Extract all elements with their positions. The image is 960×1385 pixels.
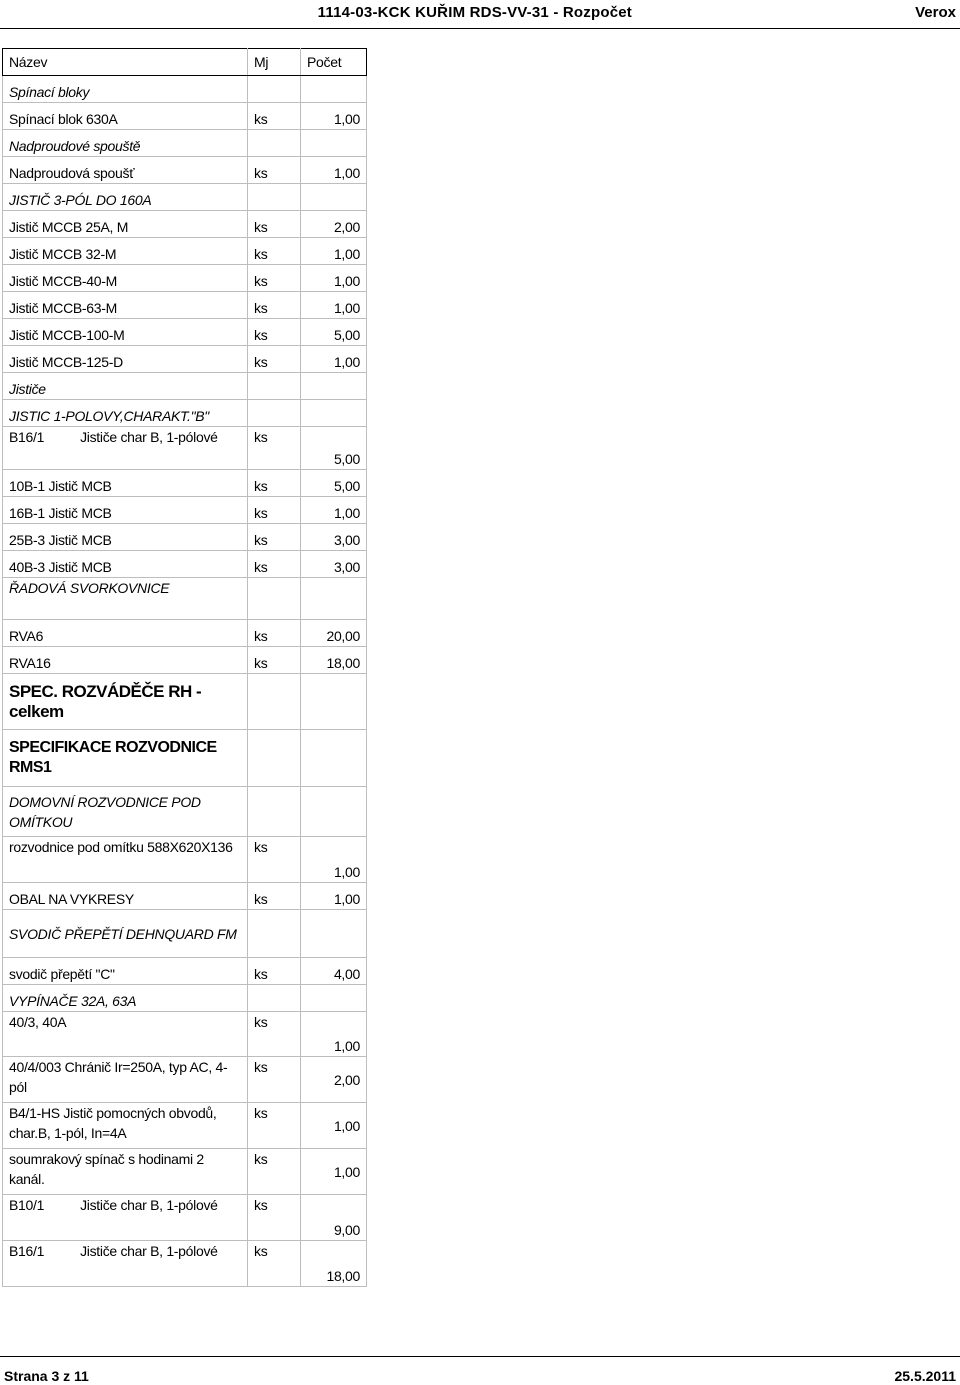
item-name: 40/4/003 Chránič Ir=250A, typ AC, 4-pól: [3, 1057, 248, 1103]
item-count: 1,00: [301, 346, 367, 373]
item-count: 20,00: [301, 620, 367, 647]
table-row: [3, 157, 367, 184]
table-row: [3, 647, 367, 674]
item-count: 18,00: [301, 1241, 367, 1287]
item-name: B4/1-HS Jistič pomocných obvodů, char.B, 1-pól, In=4A: [3, 1103, 248, 1149]
item-count: 5,00: [301, 427, 367, 470]
item-unit: ks: [248, 551, 301, 578]
item-code: B16/1: [9, 429, 45, 445]
item-unit: ks: [248, 1012, 301, 1057]
table-row: [3, 427, 367, 470]
item-description: Jističe char B, 1-pólové: [80, 1197, 218, 1213]
item-count: 1,00: [301, 883, 367, 910]
table-row: [3, 578, 367, 620]
table-row: [3, 1103, 367, 1149]
item-name: Jistič MCCB-40-M: [3, 265, 248, 292]
item-name: svodič přepětí "C": [3, 958, 248, 985]
item-unit: ks: [248, 346, 301, 373]
item-unit: ks: [248, 883, 301, 910]
table-row: [3, 373, 367, 400]
document-title: 1114-03-KCK KUŘIM RDS-VV-31 - Rozpočet: [317, 4, 632, 21]
item-unit: ks: [248, 497, 301, 524]
document-date: 25.5.2011: [894, 1368, 956, 1384]
table-row: [3, 103, 367, 130]
table-row: [3, 958, 367, 985]
table-row: [3, 470, 367, 497]
item-unit: ks: [248, 319, 301, 346]
item-name: 25B-3 Jistič MCB: [3, 524, 248, 551]
item-unit: ks: [248, 1057, 301, 1103]
table-row: [3, 76, 367, 103]
table-row: [3, 1012, 367, 1057]
column-header-count: Počet: [301, 49, 367, 76]
item-count: 5,00: [301, 470, 367, 497]
table-header-row: [3, 49, 367, 76]
item-count: 1,00: [301, 238, 367, 265]
item-name: Jistič MCCB-63-M: [3, 292, 248, 319]
table-row: [3, 910, 367, 958]
table-row: [3, 346, 367, 373]
footer-divider: [0, 1356, 960, 1357]
item-code: B10/1: [9, 1197, 45, 1213]
section-name: JISTIC 1-POLOVY,CHARAKT."B": [3, 400, 248, 427]
item-count: 1,00: [301, 103, 367, 130]
item-unit: ks: [248, 1241, 301, 1287]
table-row: [3, 292, 367, 319]
item-unit: ks: [248, 837, 301, 883]
table-row: [3, 319, 367, 346]
item-unit: ks: [248, 1149, 301, 1195]
item-unit: ks: [248, 292, 301, 319]
table-row: [3, 1241, 367, 1287]
table-row: [3, 1149, 367, 1195]
table-row: [3, 674, 367, 730]
item-name: Jistič MCCB-125-D: [3, 346, 248, 373]
item-name: Jistič MCCB-100-M: [3, 319, 248, 346]
column-header-name: Název: [3, 49, 248, 76]
item-count: 1,00: [301, 265, 367, 292]
item-name: [3, 1195, 248, 1241]
table-row: [3, 524, 367, 551]
table-row: [3, 730, 367, 787]
item-unit: ks: [248, 524, 301, 551]
table-row: [3, 184, 367, 211]
item-name: rozvodnice pod omítku 588X620X136: [3, 837, 248, 883]
section-name: DOMOVNÍ ROZVODNICE POD OMÍTKOU: [3, 787, 248, 837]
item-count: 5,00: [301, 319, 367, 346]
item-count: 2,00: [301, 1057, 367, 1103]
item-count: 3,00: [301, 524, 367, 551]
item-count: 1,00: [301, 292, 367, 319]
table-row: [3, 265, 367, 292]
table-row: [3, 787, 367, 837]
table-row: [3, 400, 367, 427]
section-name: Nadproudové spouště: [3, 130, 248, 157]
item-name: Spínací blok 630A: [3, 103, 248, 130]
item-count: 2,00: [301, 211, 367, 238]
item-name: OBAL NA VYKRESY: [3, 883, 248, 910]
table-row: [3, 985, 367, 1012]
item-description: Jističe char B, 1-pólové: [80, 429, 218, 445]
item-name: [3, 427, 248, 470]
table-row: [3, 1195, 367, 1241]
item-unit: ks: [248, 103, 301, 130]
item-unit: ks: [248, 238, 301, 265]
item-count: 1,00: [301, 1012, 367, 1057]
item-unit: ks: [248, 647, 301, 674]
table-row: [3, 130, 367, 157]
item-count: 4,00: [301, 958, 367, 985]
section-name: Jističe: [3, 373, 248, 400]
item-unit: ks: [248, 620, 301, 647]
item-name: 16B-1 Jistič MCB: [3, 497, 248, 524]
budget-table: [2, 48, 367, 1287]
item-unit: ks: [248, 958, 301, 985]
item-count: 1,00: [301, 497, 367, 524]
section-name: VYPÍNAČE 32A, 63A: [3, 985, 248, 1012]
item-unit: ks: [248, 470, 301, 497]
page-number: Strana 3 z 11: [4, 1368, 89, 1384]
column-header-unit: Mj: [248, 49, 301, 76]
table-row: [3, 211, 367, 238]
section-name: JISTIČ 3-PÓL DO 160A: [3, 184, 248, 211]
table-row: [3, 238, 367, 265]
table-row: [3, 883, 367, 910]
item-name: 40/3, 40A: [3, 1012, 248, 1057]
item-name: Jistič MCCB 25A, M: [3, 211, 248, 238]
table-row: [3, 1057, 367, 1103]
item-count: 1,00: [301, 1149, 367, 1195]
section-name: Spínací bloky: [3, 76, 248, 103]
item-name: RVA6: [3, 620, 248, 647]
specification-heading: SPECIFIKACE ROZVODNICE RMS1: [3, 730, 248, 787]
item-name: 40B-3 Jistič MCB: [3, 551, 248, 578]
item-count: 9,00: [301, 1195, 367, 1241]
item-unit: ks: [248, 1103, 301, 1149]
section-name: SVODIČ PŘEPĚTÍ DEHNQUARD FM: [3, 910, 248, 958]
item-description: Jističe char B, 1-pólové: [80, 1243, 218, 1259]
item-unit: ks: [248, 1195, 301, 1241]
item-name: [3, 1241, 248, 1287]
item-count: 1,00: [301, 157, 367, 184]
item-count: 3,00: [301, 551, 367, 578]
table-row: [3, 620, 367, 647]
table-row: [3, 497, 367, 524]
header-divider: [0, 28, 960, 29]
item-count: 18,00: [301, 647, 367, 674]
item-name: Nadproudová spoušť: [3, 157, 248, 184]
item-unit: ks: [248, 157, 301, 184]
item-unit: ks: [248, 211, 301, 238]
company-name: Verox: [915, 4, 956, 21]
item-count: 1,00: [301, 837, 367, 883]
section-name: ŘADOVÁ SVORKOVNICE: [3, 578, 248, 620]
item-count: 1,00: [301, 1103, 367, 1149]
item-name: RVA16: [3, 647, 248, 674]
item-unit: ks: [248, 427, 301, 470]
item-name: Jistič MCCB 32-M: [3, 238, 248, 265]
item-unit: ks: [248, 265, 301, 292]
item-code: B16/1: [9, 1243, 45, 1259]
table-row: [3, 551, 367, 578]
item-name: 10B-1 Jistič MCB: [3, 470, 248, 497]
summary-heading: SPEC. ROZVÁDĚČE RH - celkem: [3, 674, 248, 730]
item-name: soumrakový spínač s hodinami 2 kanál.: [3, 1149, 248, 1195]
table-row: [3, 837, 367, 883]
